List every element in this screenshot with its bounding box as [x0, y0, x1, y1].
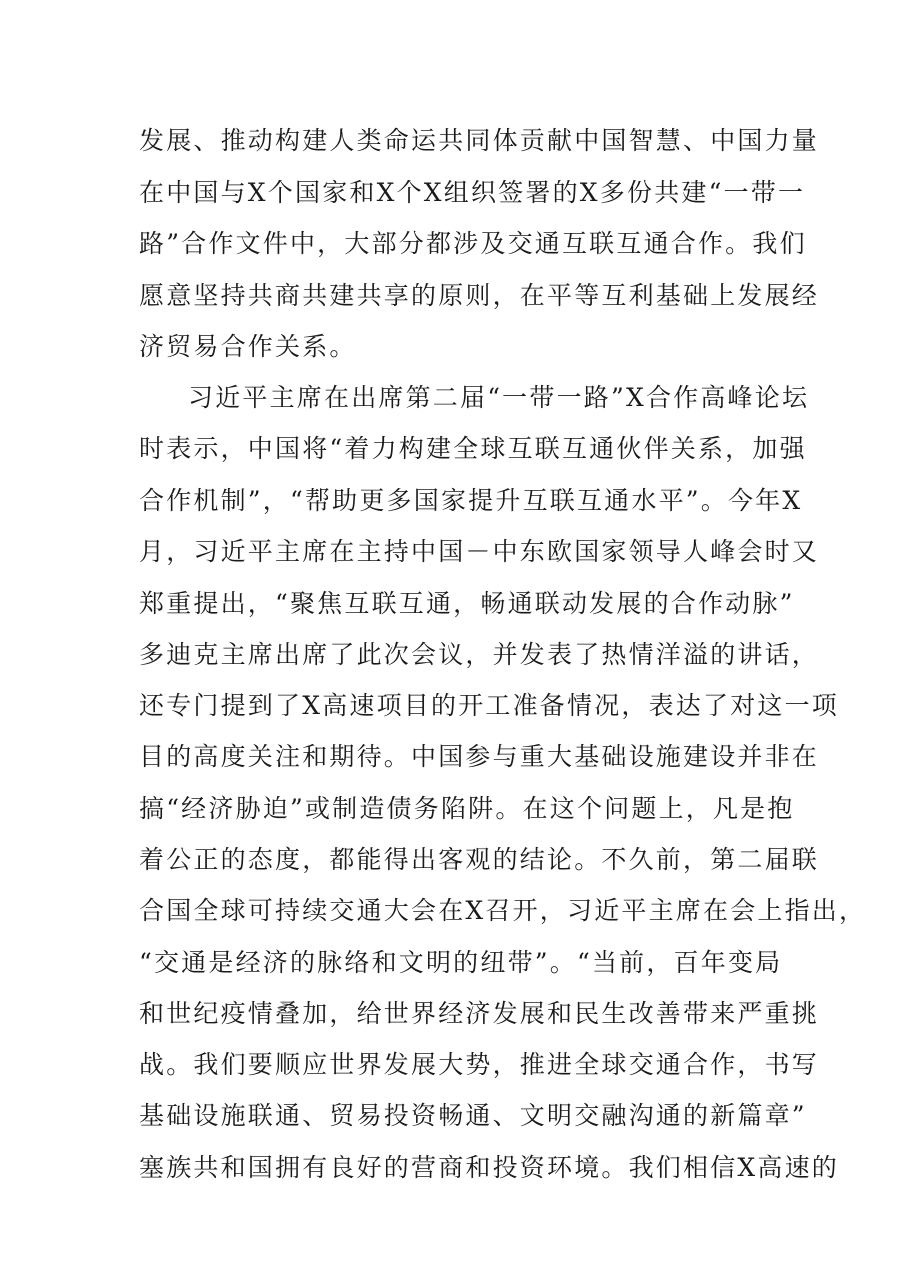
paragraph-first-line: 习近平主席在出席第二届“一带一路”X合作高峰论坛 — [188, 383, 810, 412]
text-line: 郑重提出，“聚焦互联互通，畅通联动发展的合作动脉” — [139, 589, 795, 618]
text-line: 塞族共和国拥有良好的营商和投资环境。我们相信X高速的 — [139, 1153, 840, 1182]
text-line: 愿意坚持共商共建共享的原则，在平等互利基础上发展经 — [139, 281, 820, 310]
text-line: 战。我们要顺应世界发展大势，推进全球交通合作，书写 — [139, 1050, 820, 1079]
text-line: 发展、推动构建人类命运共同体贡献中国智慧、中国力量 — [139, 126, 820, 155]
text-line: 目的高度关注和期待。中国参与重大基础设施建设并非在 — [139, 742, 820, 771]
text-line: 多迪克主席出席了此次会议，并发表了热情洋溢的讲话， — [139, 640, 820, 669]
text-line: 时表示，中国将“着力构建全球互联互通伙伴关系，加强 — [139, 434, 807, 463]
text-line: 在中国与X个国家和X个X组织签署的X多份共建“一带一 — [139, 178, 806, 207]
text-line: “交通是经济的脉络和文明的纽带”。“当前，百年变局 — [139, 948, 783, 977]
text-line: 路”合作文件中，大部分都涉及交通互联互通合作。我们 — [139, 229, 807, 258]
text-line: 合国全球可持续交通大会在X召开，习近平主席在会上指出， — [139, 896, 867, 925]
text-line: 还专门提到了X高速项目的开工准备情况，表达了对这一项 — [139, 691, 840, 720]
text-line: 基础设施联通、贸易投资畅通、文明交融沟通的新篇章” — [139, 1101, 807, 1130]
text-line: 和世纪疫情叠加，给世界经济发展和民生改善带来严重挑 — [139, 999, 820, 1028]
text-line: 月，习近平主席在主持中国－中东欧国家领导人峰会时又 — [139, 537, 820, 566]
text-line: 搞“经济胁迫”或制造债务陷阱。在这个问题上，凡是抱 — [139, 794, 795, 823]
text-line: 济贸易合作关系。 — [139, 332, 357, 361]
text-line: 着公正的态度，都能得出客观的结论。不久前，第二届联 — [139, 845, 820, 874]
text-line: 合作机制”，“帮助更多国家提升互联互通水平”。今年X — [139, 486, 803, 515]
